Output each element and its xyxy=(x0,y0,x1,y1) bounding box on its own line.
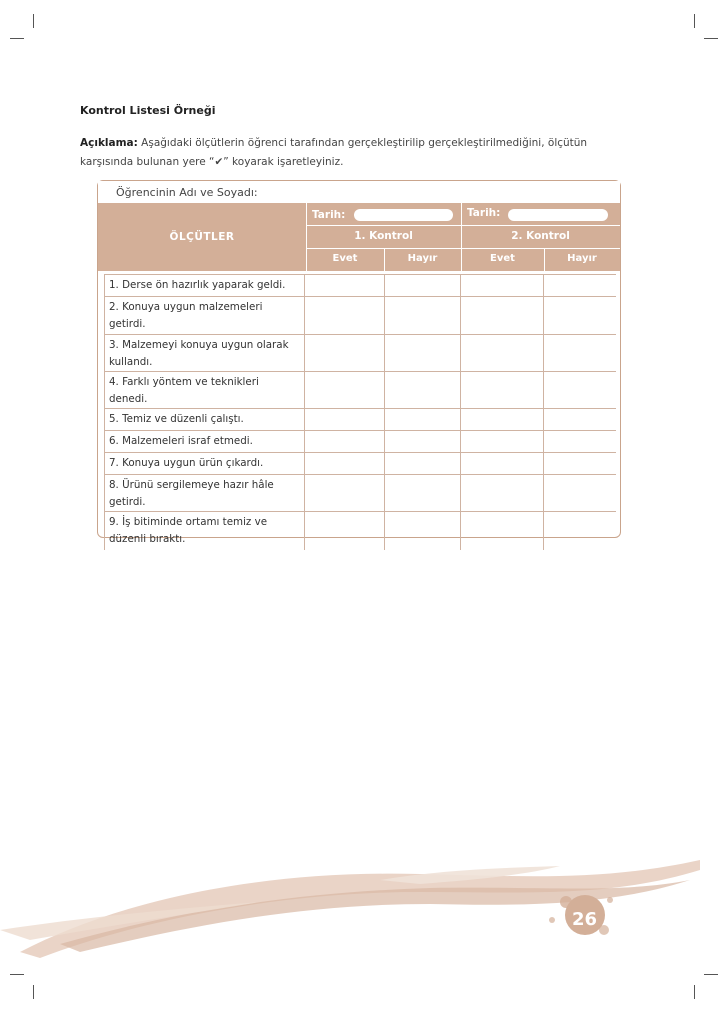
yes-cell-2[interactable] xyxy=(460,453,543,474)
table-row xyxy=(104,430,616,452)
yes-header-2: Evet xyxy=(490,253,515,264)
no-cell-2[interactable] xyxy=(543,475,616,511)
no-cell-2[interactable] xyxy=(543,372,616,408)
control-2-header: 2. Kontrol xyxy=(511,230,570,242)
criterion-text: 6. Malzemeleri israf etmedi. xyxy=(104,431,304,452)
control-1-header: 1. Kontrol xyxy=(354,230,413,242)
yes-cell-2[interactable] xyxy=(460,431,543,452)
yes-cell-2[interactable] xyxy=(460,409,543,430)
no-cell-1[interactable] xyxy=(384,475,460,511)
page-number: 26 xyxy=(572,909,598,930)
yes-cell-2[interactable] xyxy=(460,297,543,334)
checklist-table xyxy=(97,180,621,545)
yes-cell-2[interactable] xyxy=(460,275,543,296)
yes-cell-2[interactable] xyxy=(460,335,543,371)
yes-cell-2[interactable] xyxy=(460,475,543,511)
yes-cell-1[interactable] xyxy=(304,372,384,408)
table-header xyxy=(98,203,620,271)
crop-mark xyxy=(10,38,24,39)
table-row xyxy=(104,474,616,511)
crop-mark xyxy=(33,985,34,999)
no-cell-2[interactable] xyxy=(543,275,616,296)
no-header-1: Hayır xyxy=(407,253,438,264)
crop-mark xyxy=(704,974,718,975)
yes-cell-1[interactable] xyxy=(304,512,384,550)
no-cell-1[interactable] xyxy=(384,275,460,296)
date-label-1: Tarih: xyxy=(312,209,346,221)
yes-cell-2[interactable] xyxy=(460,372,543,408)
table-row xyxy=(104,334,616,371)
no-cell-1[interactable] xyxy=(384,453,460,474)
no-cell-1[interactable] xyxy=(384,335,460,371)
criterion-text: 5. Temiz ve düzenli çalıştı. xyxy=(104,409,304,430)
yes-cell-1[interactable] xyxy=(304,335,384,371)
table-row xyxy=(104,296,616,334)
page-title: Kontrol Listesi Örneği xyxy=(80,104,216,117)
yes-cell-1[interactable] xyxy=(304,275,384,296)
crop-mark xyxy=(694,14,695,28)
criterion-text: 3. Malzemeyi konuya uygun olarak kullandı. xyxy=(104,335,304,371)
table-row xyxy=(104,274,616,296)
yes-header-1: Evet xyxy=(332,253,358,264)
instructions xyxy=(80,134,650,172)
no-cell-2[interactable] xyxy=(543,453,616,474)
no-cell-1[interactable] xyxy=(384,297,460,334)
criterion-text: 8. Ürünü sergilemeye hazır hâle getirdi. xyxy=(104,475,304,511)
criterion-text: 4. Farklı yöntem ve teknikleri denedi. xyxy=(104,372,304,408)
yes-cell-1[interactable] xyxy=(304,475,384,511)
date-field-1[interactable] xyxy=(354,209,453,221)
no-cell-1[interactable] xyxy=(384,431,460,452)
table-row xyxy=(104,511,616,550)
crop-mark xyxy=(704,38,718,39)
decorative-brush-wave xyxy=(0,840,728,960)
yes-cell-1[interactable] xyxy=(304,431,384,452)
criterion-text: 9. İş bitiminde ortamı temiz ve düzenli bıraktı. xyxy=(104,512,304,550)
no-cell-1[interactable] xyxy=(384,512,460,550)
instructions-text-2: karşısında bulunan yere “✔” koyarak işaretleyiniz. xyxy=(80,156,344,168)
no-cell-1[interactable] xyxy=(384,372,460,408)
yes-cell-2[interactable] xyxy=(460,512,543,550)
instructions-text: Aşağıdaki ölçütlerin öğrenci tarafından gerçekleştirilip gerçekleştirilmediğini, ölçütün xyxy=(137,137,588,149)
criterion-text: 7. Konuya uygun ürün çıkardı. xyxy=(104,453,304,474)
no-cell-2[interactable] xyxy=(543,431,616,452)
no-cell-2[interactable] xyxy=(543,335,616,371)
student-name-label: Öğrencinin Adı ve Soyadı: xyxy=(116,186,258,199)
crop-mark xyxy=(33,14,34,28)
yes-cell-1[interactable] xyxy=(304,297,384,334)
date-field-2[interactable] xyxy=(508,209,608,221)
table-row xyxy=(104,408,616,430)
date-label-2: Tarih: xyxy=(467,207,501,219)
crop-mark xyxy=(10,974,24,975)
yes-cell-1[interactable] xyxy=(304,453,384,474)
criteria-header: ÖLÇÜTLER xyxy=(169,231,235,243)
no-header-2: Hayır xyxy=(567,253,597,264)
crop-mark xyxy=(694,985,695,999)
criterion-text: 1. Derse ön hazırlık yaparak geldi. xyxy=(104,275,304,296)
criteria-rows xyxy=(104,274,616,550)
criterion-text: 2. Konuya uygun malzemeleri getirdi. xyxy=(104,297,304,334)
yes-cell-1[interactable] xyxy=(304,409,384,430)
instructions-label: Açıklama: xyxy=(80,137,138,149)
no-cell-2[interactable] xyxy=(543,409,616,430)
no-cell-1[interactable] xyxy=(384,409,460,430)
no-cell-2[interactable] xyxy=(543,297,616,334)
no-cell-2[interactable] xyxy=(543,512,616,550)
table-row xyxy=(104,452,616,474)
student-name-row[interactable] xyxy=(98,181,620,203)
table-row xyxy=(104,371,616,408)
